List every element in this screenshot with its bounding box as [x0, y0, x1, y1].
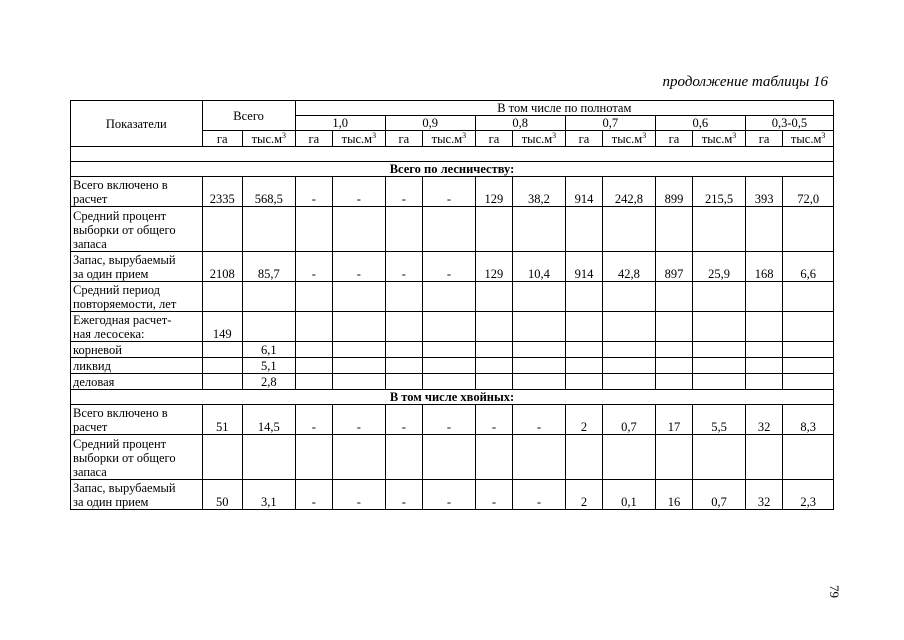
table-cell: [655, 282, 692, 312]
table-cell: [385, 207, 422, 252]
table-cell: -: [423, 405, 476, 435]
table-cell: 3,1: [243, 480, 296, 510]
table-cell: [783, 342, 834, 358]
table-cell: 897: [655, 252, 692, 282]
table-cell: [385, 358, 422, 374]
table-cell: 50: [202, 480, 242, 510]
table-cell: [513, 374, 566, 390]
table-cell: [243, 282, 296, 312]
table-cell: [565, 374, 602, 390]
unit-volume: $тыс.м^3$: [243, 131, 296, 147]
table-cell: [603, 435, 656, 480]
table-cell: 6,1: [243, 342, 296, 358]
table-cell: [243, 207, 296, 252]
table-cell: 5,1: [243, 358, 296, 374]
unit-volume: $тыс.м^3$: [333, 131, 386, 147]
table-cell: 2335: [202, 177, 242, 207]
unit-ha: га: [655, 131, 692, 147]
table-cell: [513, 312, 566, 342]
table-cell: [423, 374, 476, 390]
table-cell: [745, 342, 782, 358]
table-cell: [603, 312, 656, 342]
table-cell: [565, 358, 602, 374]
table-cell: [693, 312, 746, 342]
table-cell: [565, 342, 602, 358]
table-cell: [333, 435, 386, 480]
data-table: [70, 100, 834, 510]
table-cell: [655, 342, 692, 358]
table-cell: -: [513, 480, 566, 510]
unit-ha: га: [475, 131, 512, 147]
header-total: Всего: [202, 101, 295, 131]
table-cell: 129: [475, 177, 512, 207]
table-cell: [513, 282, 566, 312]
table-cell: [385, 342, 422, 358]
table-row: [71, 252, 834, 282]
table-caption: продолжение таблицы 16: [662, 74, 828, 90]
table-cell: [333, 342, 386, 358]
row-label: Средний процент выборки от общего запаса: [71, 207, 203, 252]
table-cell: 14,5: [243, 405, 296, 435]
table-cell: 38,2: [513, 177, 566, 207]
table-cell: -: [333, 252, 386, 282]
table-cell: [655, 312, 692, 342]
table-cell: [513, 435, 566, 480]
table-row: [71, 405, 834, 435]
table-cell: [202, 342, 242, 358]
table-row: [71, 282, 834, 312]
table-cell: [603, 358, 656, 374]
table-cell: 5,5: [693, 405, 746, 435]
header-density: 0,6: [655, 116, 745, 131]
table-cell: -: [385, 252, 422, 282]
header-density: 0,9: [385, 116, 475, 131]
table-cell: 32: [745, 405, 782, 435]
table-cell: [333, 312, 386, 342]
table-row: [71, 435, 834, 480]
table-cell: -: [385, 405, 422, 435]
table-cell: [693, 282, 746, 312]
table-cell: [783, 358, 834, 374]
table-row: [71, 358, 834, 374]
table-cell: [745, 207, 782, 252]
table-cell: [783, 282, 834, 312]
unit-ha: га: [565, 131, 602, 147]
table-cell: [385, 374, 422, 390]
table-cell: 914: [565, 177, 602, 207]
row-label: корневой: [71, 342, 203, 358]
table-cell: 168: [745, 252, 782, 282]
table-cell: [693, 358, 746, 374]
table-cell: 0,7: [603, 405, 656, 435]
unit-volume: $тыс.м^3$: [603, 131, 656, 147]
table-cell: 149: [202, 312, 242, 342]
table-cell: [243, 435, 296, 480]
table-cell: -: [475, 480, 512, 510]
row-label: Средний процент выборки от общего запаса: [71, 435, 203, 480]
table-cell: [295, 342, 332, 358]
unit-volume: $тыс.м^3$: [513, 131, 566, 147]
table-cell: 0,1: [603, 480, 656, 510]
table-cell: [565, 282, 602, 312]
table-cell: [745, 358, 782, 374]
table-cell: 8,3: [783, 405, 834, 435]
row-label: ликвид: [71, 358, 203, 374]
table-cell: [423, 312, 476, 342]
table-cell: -: [385, 480, 422, 510]
table-cell: [202, 358, 242, 374]
unit-ha: га: [745, 131, 782, 147]
table-cell: -: [385, 177, 422, 207]
header-density: 0,7: [565, 116, 655, 131]
table-cell: 85,7: [243, 252, 296, 282]
table-cell: [475, 374, 512, 390]
table-cell: [333, 358, 386, 374]
table-cell: -: [513, 405, 566, 435]
table-cell: [655, 374, 692, 390]
table-row: [71, 312, 834, 342]
table-cell: [565, 435, 602, 480]
table-cell: [333, 282, 386, 312]
table-cell: [423, 207, 476, 252]
header-density: 0,8: [475, 116, 565, 131]
table-cell: -: [333, 405, 386, 435]
table-cell: [655, 435, 692, 480]
table-cell: [475, 342, 512, 358]
table-cell: 10,4: [513, 252, 566, 282]
row-label: Запас, вырубаемый за один прием: [71, 252, 203, 282]
table-cell: [423, 358, 476, 374]
table-cell: -: [295, 480, 332, 510]
table-cell: [333, 207, 386, 252]
table-cell: [295, 358, 332, 374]
row-label: Всего включено в расчет: [71, 405, 203, 435]
row-label: Средний период повторяемости, лет: [71, 282, 203, 312]
table-cell: [295, 374, 332, 390]
table-cell: 2,3: [783, 480, 834, 510]
unit-ha: га: [202, 131, 242, 147]
table-cell: [745, 435, 782, 480]
table-cell: 242,8: [603, 177, 656, 207]
table-cell: 2: [565, 480, 602, 510]
table-cell: [202, 282, 242, 312]
table-cell: [655, 207, 692, 252]
table-cell: [202, 374, 242, 390]
table-cell: -: [333, 480, 386, 510]
table-cell: [693, 374, 746, 390]
table-cell: [693, 207, 746, 252]
table-cell: 32: [745, 480, 782, 510]
table-cell: [385, 282, 422, 312]
table-cell: 914: [565, 252, 602, 282]
table-cell: [783, 435, 834, 480]
table-cell: [295, 282, 332, 312]
table-row: [71, 342, 834, 358]
table-cell: 42,8: [603, 252, 656, 282]
row-label: Ежегодная расчет- ная лесосека:: [71, 312, 203, 342]
table-row: [71, 177, 834, 207]
table-cell: [423, 342, 476, 358]
table-cell: [513, 342, 566, 358]
table-cell: 393: [745, 177, 782, 207]
table-row: [71, 207, 834, 252]
table-cell: [603, 342, 656, 358]
table-cell: [603, 207, 656, 252]
unit-ha: га: [295, 131, 332, 147]
table-cell: -: [423, 177, 476, 207]
table-cell: [475, 282, 512, 312]
table-cell: -: [423, 480, 476, 510]
row-label: деловая: [71, 374, 203, 390]
row-label: Всего включено в расчет: [71, 177, 203, 207]
table-cell: [202, 435, 242, 480]
unit-volume: $тыс.м^3$: [693, 131, 746, 147]
table-cell: [783, 374, 834, 390]
row-label: Запас, вырубаемый за один прием: [71, 480, 203, 510]
table-cell: [603, 282, 656, 312]
table-cell: -: [475, 405, 512, 435]
table-cell: [295, 435, 332, 480]
section-title: В том числе хвойных:: [71, 390, 834, 405]
page-number: 79: [827, 585, 842, 598]
table-cell: -: [423, 252, 476, 282]
table-cell: [783, 207, 834, 252]
table-cell: [475, 312, 512, 342]
table-cell: [565, 207, 602, 252]
unit-ha: га: [385, 131, 422, 147]
table-cell: 2: [565, 405, 602, 435]
table-cell: [745, 312, 782, 342]
table-cell: -: [295, 252, 332, 282]
table-cell: 72,0: [783, 177, 834, 207]
table-cell: -: [295, 405, 332, 435]
table-cell: 16: [655, 480, 692, 510]
header-density: 0,3-0,5: [745, 116, 833, 131]
table-cell: [603, 374, 656, 390]
table-cell: 215,5: [693, 177, 746, 207]
table-cell: [202, 207, 242, 252]
header-density: 1,0: [295, 116, 385, 131]
table-cell: 2108: [202, 252, 242, 282]
table-cell: 0,7: [693, 480, 746, 510]
table-cell: [745, 374, 782, 390]
table-cell: [475, 358, 512, 374]
header-by-density: В том числе по полнотам: [295, 101, 833, 116]
table-cell: [243, 312, 296, 342]
table-cell: [295, 312, 332, 342]
table-cell: [423, 282, 476, 312]
table-cell: 51: [202, 405, 242, 435]
table-cell: [565, 312, 602, 342]
table-cell: [693, 342, 746, 358]
table-cell: [513, 207, 566, 252]
table-cell: 568,5: [243, 177, 296, 207]
table-cell: 17: [655, 405, 692, 435]
table-cell: 129: [475, 252, 512, 282]
table-cell: 25,9: [693, 252, 746, 282]
table-cell: 2,8: [243, 374, 296, 390]
table-row: [71, 374, 834, 390]
table-cell: [385, 312, 422, 342]
table-cell: [385, 435, 422, 480]
unit-volume: $тыс.м^3$: [783, 131, 834, 147]
unit-volume: $тыс.м^3$: [423, 131, 476, 147]
spacer-row: [71, 147, 834, 162]
header-indicators: Показатели: [71, 101, 203, 147]
table-cell: -: [295, 177, 332, 207]
table-cell: [475, 207, 512, 252]
table-cell: [423, 435, 476, 480]
table-cell: [475, 435, 512, 480]
table-cell: [783, 312, 834, 342]
table-row: [71, 480, 834, 510]
table-cell: 6,6: [783, 252, 834, 282]
table-cell: [333, 374, 386, 390]
table-cell: 899: [655, 177, 692, 207]
table-cell: [655, 358, 692, 374]
table-cell: [295, 207, 332, 252]
table-cell: [513, 358, 566, 374]
table-cell: -: [333, 177, 386, 207]
section-title: Всего по лесничеству:: [71, 162, 834, 177]
table-cell: [745, 282, 782, 312]
table-cell: [693, 435, 746, 480]
